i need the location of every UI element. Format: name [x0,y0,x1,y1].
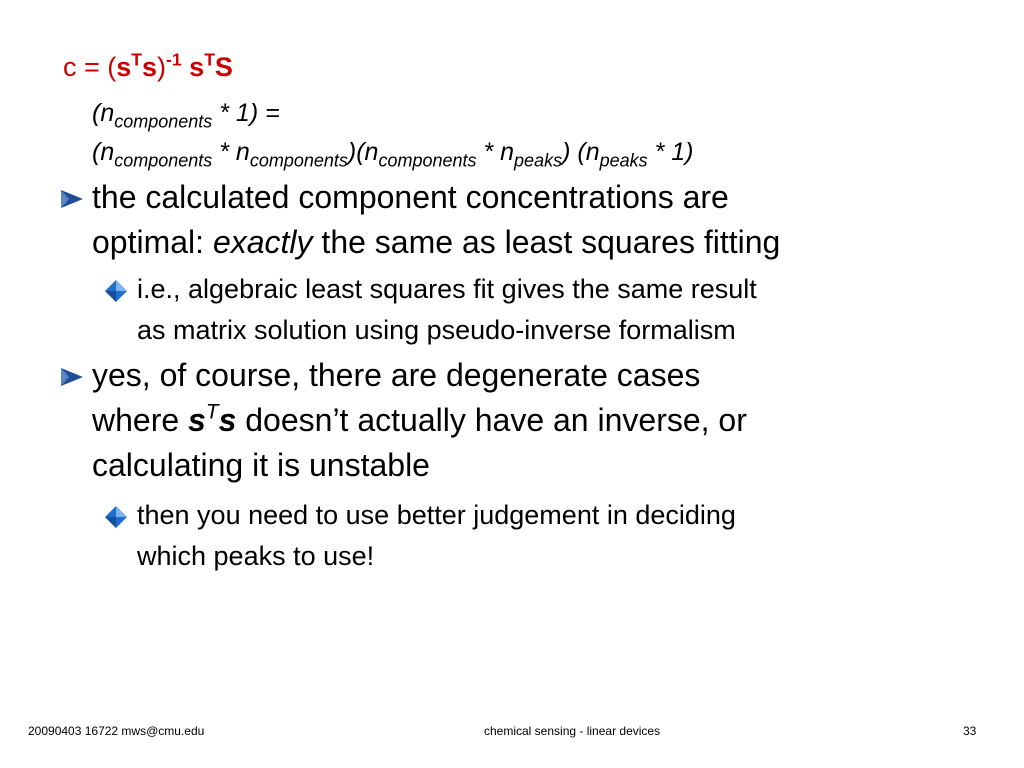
sub-bullet-1 [137,269,757,351]
triangle-arrow-icon [60,367,84,387]
text-run: yes, of course, there are degenerate cases [92,357,701,393]
text-run: T [131,49,143,70]
text-run: s [218,402,237,438]
diamond-icon [104,505,128,529]
bullet-1-line-2 [92,220,780,265]
footer-course-title: chemical sensing - linear devices [484,724,661,738]
text-run: peaks [514,150,563,171]
bullet-2 [92,353,747,488]
sub-bullet-2 [137,495,736,577]
text-run: s [188,402,206,438]
footer-date-author: 20090403 16722 mws@cmu.edu [28,724,205,738]
bullet-2-line-2 [92,398,747,443]
bullet-2-line-3 [92,443,747,488]
sub-bullet-1-line-1 [137,269,757,310]
text-run: exactly [212,224,313,260]
formula-dimensions-line-2 [92,138,694,171]
text-run: doesn’t actually have an inverse, or [236,402,747,438]
text-run: the same as least squares fitting [312,224,781,260]
text-run: s [142,52,158,82]
text-run: s [116,52,132,82]
diamond-icon [104,279,128,303]
text-run: T [204,49,215,70]
text-run: optimal: [92,224,213,260]
text-run: -1 [166,49,182,70]
text-run: as matrix solution using pseudo-inverse formalism [137,315,736,345]
text-run: i.e., algebraic least squares fit gives the same result [137,274,757,304]
page-number: 33 [963,724,977,738]
text-run: where [92,402,189,438]
text-run: c = ( [63,52,117,82]
text-run: peaks [599,150,648,171]
text-run: T [205,400,219,424]
text-run: which peaks to use! [137,541,375,571]
text-run: then you need to use better judgement in deciding [137,500,736,530]
sub-bullet-1-line-2 [137,310,757,351]
text-run: * 1) [647,138,694,166]
text-run: * n [212,138,250,166]
bullet-1-line-1 [92,175,780,220]
bullet-1 [92,175,780,265]
text-run: components [114,150,213,171]
triangle-arrow-icon [60,189,84,209]
text-run: (n [92,138,115,166]
text-run: components [114,111,213,132]
text-run: * n [476,138,515,166]
text-run: calculating it is unstable [92,447,430,483]
text-run: components [249,150,348,171]
text-run: S [214,52,233,82]
text-run: ) [157,52,167,82]
text-run: )(n [347,138,379,166]
sub-bullet-2-line-2 [137,536,736,577]
text-run: ) (n [562,138,600,166]
text-run: components [378,150,477,171]
text-run: the calculated component concentrations are [92,179,729,215]
bullet-2-line-1 [92,353,747,398]
formula-equation [63,49,233,83]
text-run: s [189,52,205,82]
sub-bullet-2-line-1 [137,495,736,536]
text-run: * 1) = [212,99,280,127]
formula-dimensions-line-1 [92,99,280,132]
text-run: (n [92,99,115,127]
